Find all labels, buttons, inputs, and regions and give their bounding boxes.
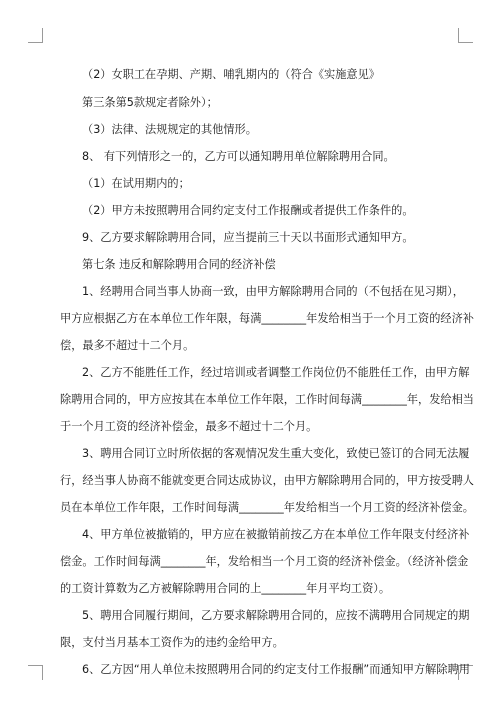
text-line: 限，支付当月基本工资作为的违约金给甲方。 — [60, 636, 284, 649]
text-line: 4、甲方单位被撤销的，甲方应在被撤销前按乙方在本单位工作年限支付经济补 — [82, 528, 470, 541]
text-line: 5、聘用合同履行期间，乙方要求解除聘用合同的，应按不满聘用合同规定的期 — [82, 609, 470, 622]
text-line: 除聘用合同的，甲方应按其在本单位工作年限，工作时间每满________年，发给相当 — [60, 393, 474, 406]
text-line: （2）女职工在孕期、产期、哺乳期内的（符合《实施意见》 — [82, 68, 380, 81]
text-line: 的工资计算数为乙方被解除聘用合同的上________年月平均工资）。 — [60, 582, 391, 595]
text-line: 于一个月工资的经济补偿金，最多不超过十二个月。 — [60, 420, 318, 433]
text-line: 6、乙方因“用人单位未按照聘用合同的约定支付工作报酬”而通知甲方解除聘用 — [82, 663, 470, 676]
text-line: 8、 有下列情形之一的，乙方可以通知聘用单位解除聘用合同。 — [82, 150, 395, 163]
text-line: 9、乙方要求解除聘用合同，应当提前三十天以书面形式通知甲方。 — [82, 231, 414, 244]
text-line: （1）在试用期内的； — [82, 177, 190, 190]
text-line: （2）甲方未按照聘用合同约定支付工作报酬或者提供工作条件的。 — [82, 204, 414, 217]
text-line: 3、聘用合同订立时所依据的客观情况发生重大变化，致使已签订的合同无法履 — [82, 447, 470, 460]
text-line: 2、乙方不能胜任工作，经过培训或者调整工作岗位仍不能胜任工作，由甲方解 — [82, 366, 470, 379]
section-heading: 第七条 违反和解除聘用合同的经济补偿 — [82, 258, 276, 271]
crop-mark-bottom-left — [28, 665, 43, 680]
text-line: 员在本单位工作年限，工作时间每满________年发给相当一个月工资的经济补偿金。 — [60, 501, 474, 514]
text-line: （3）法律、法规规定的其他情形。 — [82, 123, 257, 136]
text-line: 偿金。工作时间每满________年，发给相当一个月工资的经济补偿金。（经济补偿金 — [60, 555, 469, 568]
text-line: 1、经聘用合同当事人协商一致，由甲方解除聘用合同的（不包括在见习期）， — [82, 285, 464, 298]
crop-mark-top-left — [28, 28, 43, 43]
crop-mark-top-right — [458, 28, 473, 43]
text-line: 甲方应根据乙方在本单位工作年限，每满________年发给相当于一个月工资的经济补 — [60, 312, 474, 325]
text-line: 行，经当事人协商不能就变更合同达成协议，由甲方解除聘用合同的，甲方按受聘人 — [60, 474, 474, 487]
text-line: 偿，最多不超过十二个月。 — [60, 339, 195, 352]
text-line: 第三条第5款规定者除外）； — [82, 96, 218, 109]
document-body — [60, 0, 474, 707]
